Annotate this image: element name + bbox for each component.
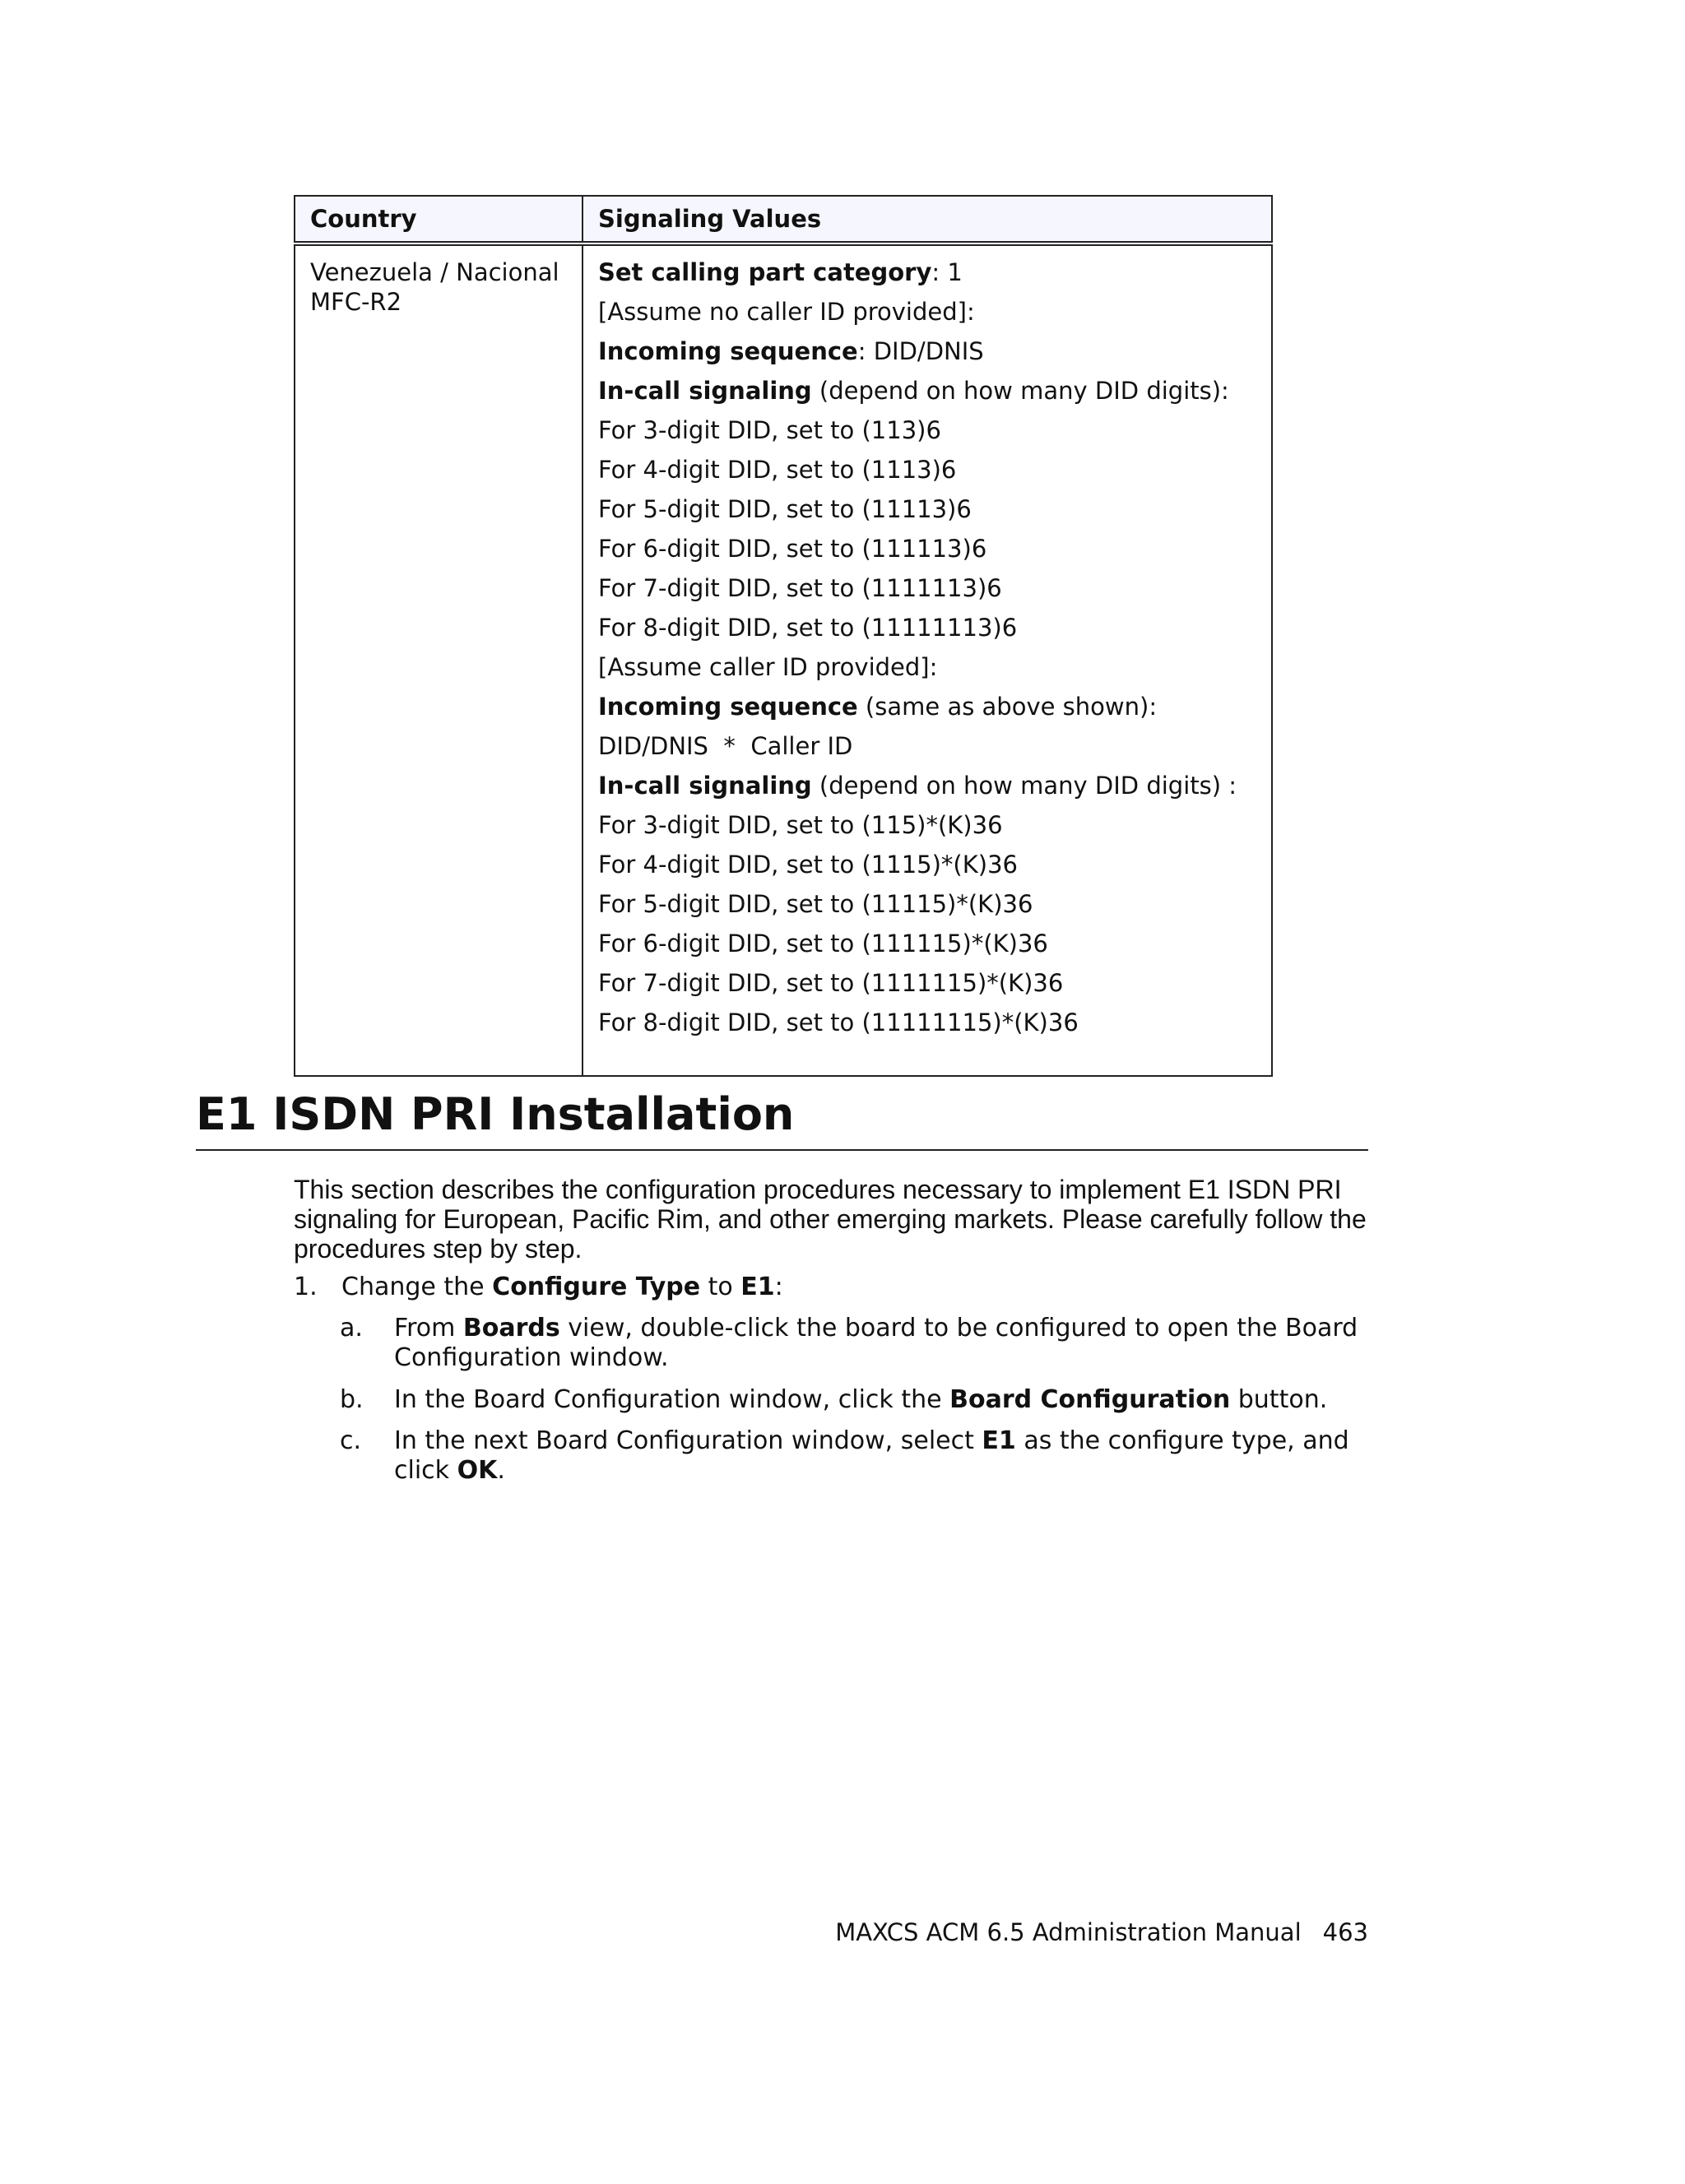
step-text-part: Change the xyxy=(341,1273,493,1301)
substep-text-part: . xyxy=(497,1456,505,1485)
substep-text-part: button. xyxy=(1230,1385,1328,1414)
value-line xyxy=(598,336,1256,376)
value-line xyxy=(598,376,1256,415)
ui-term-ok: OK xyxy=(457,1456,498,1485)
table-header-row xyxy=(295,196,1272,243)
column-header-country: Country xyxy=(295,196,583,243)
value-text: : 1 xyxy=(931,258,963,286)
signaling-values-cell xyxy=(583,243,1272,1076)
value-term: Incoming sequence xyxy=(598,693,858,721)
substep-label: b. xyxy=(340,1385,364,1414)
value-text: For 3-digit DID, set to (115)*(K)36 xyxy=(598,811,1003,839)
value-text: For 8-digit DID, set to (11111115)*(K)36 xyxy=(598,1009,1079,1036)
ui-term-e1: E1 xyxy=(740,1273,775,1301)
value-text: For 8-digit DID, set to (11111113)6 xyxy=(598,614,1018,642)
page-number: 463 xyxy=(1322,1918,1368,1946)
step-text-part: to xyxy=(700,1273,741,1301)
substep-text-part: In the next Board Configuration window, select xyxy=(394,1426,982,1455)
value-text: (depend on how many DID digits): xyxy=(811,377,1229,405)
value-text: (same as above shown): xyxy=(857,693,1158,721)
value-text: For 7-digit DID, set to (1111115)*(K)36 xyxy=(598,969,1064,997)
value-line xyxy=(598,652,1256,692)
value-term: Set calling part category xyxy=(598,258,932,286)
substep-text xyxy=(394,1314,1372,1373)
value-line xyxy=(598,929,1256,968)
section-intro: This section describes the configuration procedures necessary to implement E1 ISDN PRI signaling for European, Pacific Rim, and other emerging markets. Please carefully follow the procedures step by step. xyxy=(294,1175,1367,1264)
value-text: DID/DNIS * Caller ID xyxy=(598,732,853,760)
country-protocol: MFC-R2 xyxy=(310,288,402,316)
ui-term-e1: E1 xyxy=(982,1426,1016,1455)
value-line xyxy=(598,415,1256,455)
value-line xyxy=(598,613,1256,652)
value-line xyxy=(598,731,1256,771)
value-line xyxy=(598,889,1256,929)
step-number: 1. xyxy=(294,1273,318,1301)
substep-text-part: In the Board Configuration window, click the xyxy=(394,1385,950,1414)
value-text: For 6-digit DID, set to (111113)6 xyxy=(598,535,987,563)
value-text: For 7-digit DID, set to (1111113)6 xyxy=(598,574,1002,602)
country-name: Venezuela / Nacional xyxy=(310,258,559,286)
value-text: For 5-digit DID, set to (11113)6 xyxy=(598,495,972,523)
value-text: (depend on how many DID digits) : xyxy=(811,772,1237,800)
step-text-part: : xyxy=(774,1273,783,1301)
substep-text-part: view, double-click the board to be configured to open the Board Configuration window. xyxy=(394,1314,1358,1372)
title-divider xyxy=(196,1149,1368,1151)
substep-label: a. xyxy=(340,1314,363,1342)
value-term: Incoming sequence xyxy=(598,337,858,365)
ui-term-configure-type: Configure Type xyxy=(492,1273,701,1301)
table-row xyxy=(295,243,1272,1076)
substep-text-part: as the configure type, and click xyxy=(394,1426,1349,1485)
page-footer xyxy=(835,1918,1368,1946)
signaling-table xyxy=(294,195,1273,1077)
value-text: For 5-digit DID, set to (11115)*(K)36 xyxy=(598,890,1033,918)
value-line xyxy=(598,692,1256,731)
value-line xyxy=(598,968,1256,1008)
value-line xyxy=(598,810,1256,850)
value-line xyxy=(598,534,1256,573)
step-text xyxy=(341,1273,1370,1302)
value-term: In-call signaling xyxy=(598,772,812,800)
value-line xyxy=(598,257,1256,297)
column-header-signaling-values: Signaling Values xyxy=(583,196,1272,243)
value-line xyxy=(598,494,1256,534)
ui-term-boards: Boards xyxy=(462,1314,560,1342)
value-text: For 3-digit DID, set to (113)6 xyxy=(598,416,941,444)
substep-label: c. xyxy=(340,1426,362,1455)
value-text: For 6-digit DID, set to (111115)*(K)36 xyxy=(598,930,1048,958)
value-line xyxy=(598,771,1256,810)
value-text: [Assume no caller ID provided]: xyxy=(598,298,975,326)
country-cell xyxy=(295,243,583,1076)
value-text: For 4-digit DID, set to (1113)6 xyxy=(598,456,957,484)
footer-manual-title: MAXCS ACM 6.5 Administration Manual xyxy=(835,1918,1302,1946)
value-line xyxy=(598,850,1256,889)
value-line xyxy=(598,455,1256,494)
value-text: : DID/DNIS xyxy=(857,337,984,365)
ui-term-board-configuration: Board Configuration xyxy=(949,1385,1231,1414)
value-line xyxy=(598,297,1256,336)
value-term: In-call signaling xyxy=(598,377,812,405)
value-text: For 4-digit DID, set to (1115)*(K)36 xyxy=(598,851,1018,879)
substep-text xyxy=(394,1426,1372,1486)
substep-text xyxy=(394,1385,1372,1415)
value-line xyxy=(598,573,1256,613)
value-text: [Assume caller ID provided]: xyxy=(598,653,938,681)
value-line xyxy=(598,1008,1256,1047)
section-title: E1 ISDN PRI Installation xyxy=(196,1088,795,1140)
substep-text-part: From xyxy=(394,1314,463,1342)
